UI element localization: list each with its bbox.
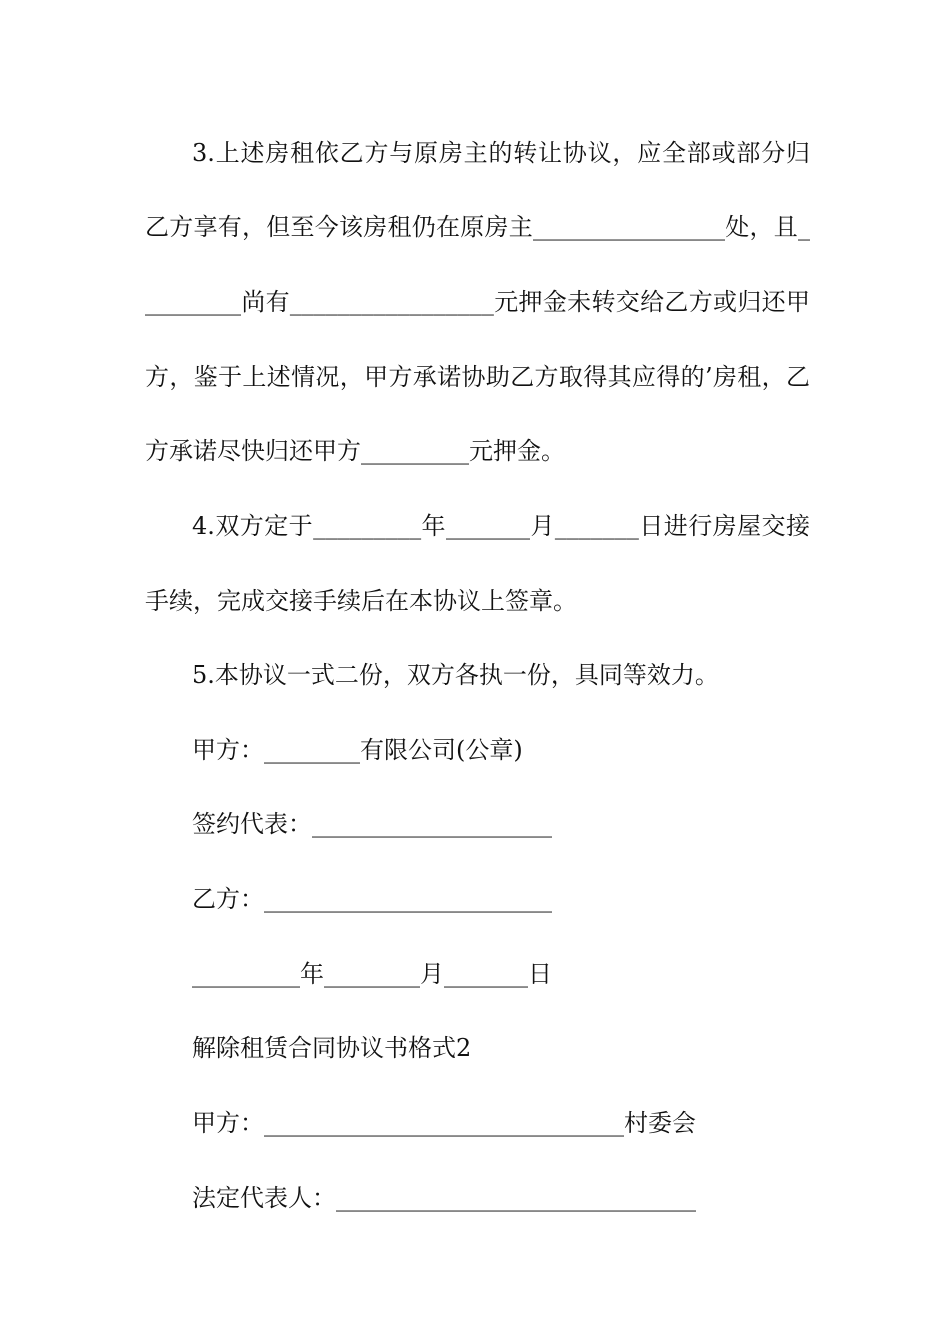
paragraph-3-line-2: 乙方享有，但至今该房租仍在原房主________________处，且_ [145,213,810,241]
paragraph-5: 5.本协议一式二份，双方各执一份，具同等效力。 [192,661,719,689]
signing-representative-line: 签约代表：____________________ [192,810,552,838]
paragraph-3-line-5: 方承诺尽快归还甲方_________元押金。 [145,437,565,465]
paragraph-3-line-1: 3.上述房租依乙方与原房主的转让协议，应全部或部分归 [192,139,810,167]
party-a-line: 甲方：________有限公司(公章) [192,736,523,764]
legal-representative-line: 法定代表人：______________________________ [192,1184,696,1212]
party-a-village-line: 甲方：______________________________村委会 [192,1109,696,1137]
paragraph-3-line-3: ________尚有_________________元押金未转交给乙方或归还甲 [145,288,810,316]
paragraph-4-line-2: 手续，完成交接手续后在本协议上签章。 [145,587,577,615]
paragraph-3-line-4: 方，鉴于上述情况，甲方承诺协助乙方取得其应得的’房租，乙 [145,363,810,391]
paragraph-4-line-1: 4.双方定于_________年_______月_______日进行房屋交接 [192,512,810,540]
party-b-line: 乙方：________________________ [192,885,552,913]
section-heading: 解除租赁合同协议书格式2 [192,1034,472,1062]
date-line: _________年________月_______日 [192,960,552,988]
